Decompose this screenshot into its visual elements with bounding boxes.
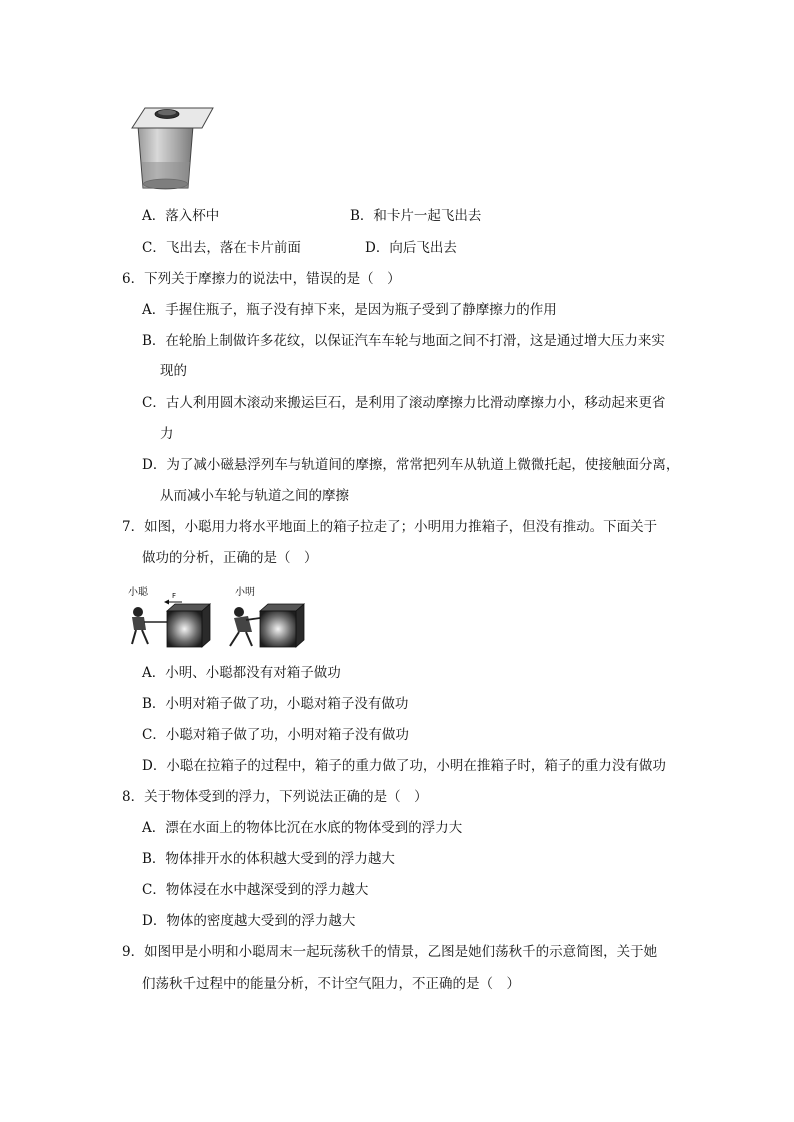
q6-option-d-line1: D．为了减小磁悬浮列车与轨道间的摩擦，常常把列车从轨道上微微托起，使接触面分离，: [142, 457, 680, 473]
q8-stem: 8．关于物体受到的浮力，下列说法正确的是（ ）: [122, 789, 428, 805]
q7-option-d: D．小聪在拉箱子的过程中，箱子的重力做了功，小明在推箱子时，箱子的重力没有做功: [142, 758, 666, 774]
q8-option-b: B．物体排开水的体积越大受到的浮力越大: [142, 851, 395, 867]
q6-option-b-line2: 现的: [160, 363, 187, 379]
q7-option-a: A．小明、小聪都没有对箱子做功: [142, 665, 341, 681]
q9-stem-line1: 9．如图甲是小明和小聪周末一起玩荡秋千的情景，乙图是她们荡秋千的示意简图，关于她: [122, 944, 658, 960]
q5-option-a: A．落入杯中: [142, 208, 220, 224]
q6-stem: 6．下列关于摩擦力的说法中，错误的是（ ）: [122, 271, 401, 287]
q7-option-b: B．小明对箱子做了功，小聪对箱子没有做功: [142, 696, 409, 712]
q7-option-c: C．小聪对箱子做了功，小明对箱子没有做功: [142, 727, 409, 743]
q7-stem-line1: 7．如图，小聪用力将水平地面上的箱子拉走了；小明用力推箱子，但没有推动。下面关于: [122, 519, 658, 535]
q6-option-d-line2: 从而减小车轮与轨道之间的摩擦: [160, 488, 349, 504]
q5-option-b: B．和卡片一起飞出去: [350, 208, 482, 224]
q6-option-a: A．手握住瓶子，瓶子没有掉下来，是因为瓶子受到了静摩擦力的作用: [142, 302, 557, 318]
q5-option-d: D．向后飞出去: [365, 240, 457, 256]
q7-stem-line2: 做功的分析，正确的是（ ）: [142, 550, 318, 566]
figure-label-force: F: [172, 592, 177, 600]
q9-stem-line2: 们荡秋千过程中的能量分析，不计空气阻力，不正确的是（ ）: [142, 976, 520, 992]
cup-card-coin-figure: [120, 100, 215, 195]
figure-label-xiaocong: 小聪: [128, 587, 148, 598]
q6-option-c-line2: 力: [160, 426, 174, 442]
figure-label-xiaoming: 小明: [235, 587, 255, 598]
q6-option-b-line1: B．在轮胎上制做许多花纹，以保证汽车车轮与地面之间不打滑，这是通过增大压力来实: [142, 333, 665, 349]
q5-option-c: C．飞出去，落在卡片前面: [142, 240, 301, 256]
push-pull-box-figure: [122, 578, 312, 653]
q8-option-d: D．物体的密度越大受到的浮力越大: [142, 913, 356, 929]
q6-option-c-line1: C．古人利用圆木滚动来搬运巨石，是利用了滚动摩擦力比滑动摩擦力小，移动起来更省: [142, 395, 666, 411]
q8-option-a: A．漂在水面上的物体比沉在水底的物体受到的浮力大: [142, 820, 463, 836]
q8-option-c: C．物体浸在水中越深受到的浮力越大: [142, 882, 369, 898]
